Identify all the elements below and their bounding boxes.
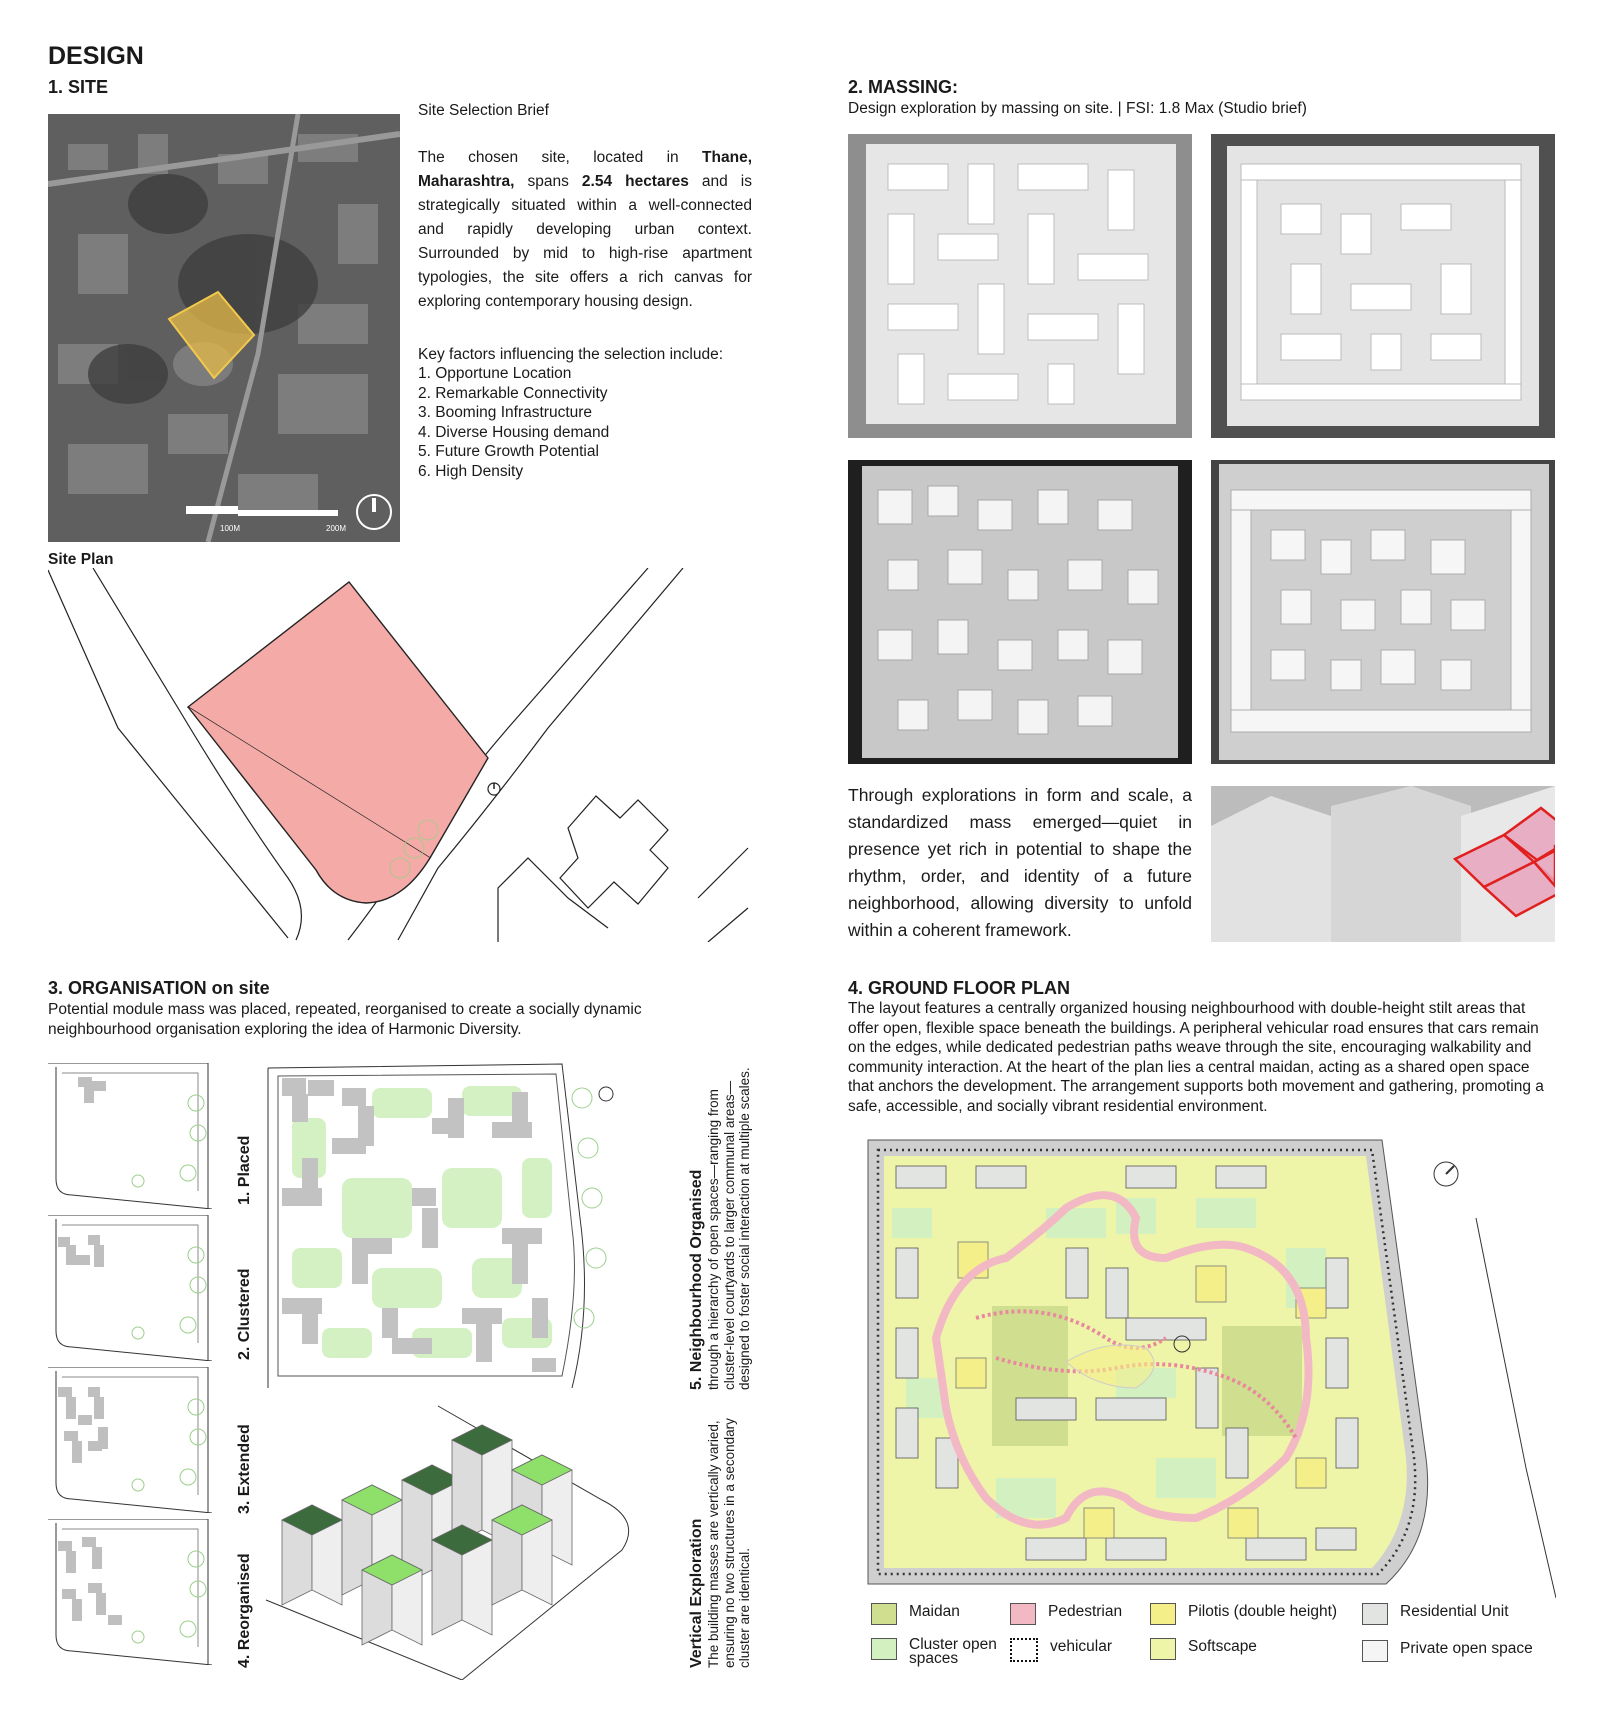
ground-floor-plan-drawing: [866, 1138, 1556, 1598]
step-label-extended: 3. Extended: [236, 1424, 253, 1514]
step-label-clustered: 2. Clustered: [236, 1268, 253, 1360]
massing-subtitle: Design exploration by massing on site. | FSI: 1.8 Max (Studio brief): [848, 100, 1307, 117]
vertical-exploration-text: The building masses are vertically varied, ensuring no two structures in a secondary cluster are identical.: [706, 1418, 752, 1668]
neighbourhood-title: 5. Neighbourhood Organised: [688, 1169, 705, 1390]
legend-item-pilotis: Pilotis (double height): [1150, 1603, 1337, 1625]
step-extended-diagram: [48, 1367, 218, 1513]
vertical-exploration-isometric: [262, 1400, 632, 1680]
step-placed-diagram: [48, 1063, 218, 1209]
north-arrow-icon: [599, 1087, 613, 1101]
list-item: 3. Booming Infrastructure: [418, 404, 593, 421]
vehicular-swatch-icon: [1010, 1638, 1038, 1662]
organisation-description: Potential module mass was placed, repeated, reorganised to create a socially dynamic neighbourhood organisation exploring the idea of Harmonic Diversity.: [48, 1001, 642, 1038]
neighbourhood-organised-block: [688, 1060, 753, 1390]
module-mass-photo: [1211, 786, 1555, 942]
massing-model-photo-4: [1211, 460, 1555, 764]
legend-swatch: [1150, 1603, 1176, 1625]
legend-swatch: [1362, 1603, 1388, 1625]
list-item: 1. Opportune Location: [418, 365, 572, 382]
page-title: DESIGN: [48, 42, 144, 70]
scale-bar: [186, 506, 238, 514]
legend-swatch: [871, 1603, 897, 1625]
step-reorganised-diagram: [48, 1519, 218, 1665]
legend-item-private: Private open space: [1362, 1640, 1533, 1662]
massing-model-photo-1: [848, 134, 1192, 438]
factors-intro: Key factors influencing the selection include:: [418, 346, 724, 363]
neighbourhood-plan-diagram: [262, 1058, 632, 1388]
site-aerial-photo: [48, 114, 400, 542]
ground-floor-description: The layout features a centrally organized housing neighbourhood with double-height stilt areas that offer open, flexible space beneath the buildings. A peripheral vehicular road ensures that cars remain on the edges, while dedicated pedestrian paths weave through the site, encouraging walkability and community interaction. At the heart of the plan lies a central maidan, acting as a shared open space that anchors the development. The arrangement supports both movement and gathering, promoting a safe, accessible, and socially vibrant residential environment.: [848, 1000, 1544, 1115]
ground-floor-heading: 4. GROUND FLOOR PLAN: [848, 978, 1071, 998]
factors-list: [418, 364, 609, 481]
list-item: 5. Future Growth Potential: [418, 443, 599, 460]
legend-swatch: [1362, 1640, 1388, 1662]
site-heading: 1. SITE: [48, 77, 109, 97]
site-plan-label: Site Plan: [48, 551, 114, 568]
legend-item-cluster: Cluster open spaces: [871, 1638, 1009, 1666]
legend-swatch: [1010, 1603, 1036, 1625]
site-brief-title: Site Selection Brief: [418, 102, 549, 119]
legend-item-maidan: Maidan: [871, 1603, 960, 1625]
legend-swatch: [1150, 1638, 1176, 1660]
step-label-placed: 1. Placed: [236, 1135, 253, 1205]
list-item: 6. High Density: [418, 462, 524, 480]
scale-label-200: 200M: [326, 524, 347, 533]
massing-model-photo-3: [848, 460, 1192, 764]
massing-heading: 2. MASSING:: [848, 77, 959, 97]
list-item: 4. Diverse Housing demand: [418, 423, 610, 441]
legend-item-pedestrian: Pedestrian: [1010, 1603, 1122, 1625]
legend-item-softscape: Softscape: [1150, 1638, 1257, 1660]
organisation-heading: 3. ORGANISATION on site: [48, 978, 270, 998]
neighbourhood-text: through a hierarchy of open spaces—ranging from cluster-level courtyards to larger communal areas—designed to foster social interaction at multiple scales.: [706, 1067, 752, 1390]
legend-swatch: [871, 1638, 897, 1660]
legend-item-vehicular: vehicular: [1010, 1638, 1112, 1662]
step-label-reorganised: 4. Reorganised: [236, 1553, 253, 1668]
vertical-exploration-block: [688, 1416, 753, 1668]
list-item: 2. Remarkable Connectivity: [418, 384, 608, 402]
massing-model-photo-2: [1211, 134, 1555, 438]
site-description: The chosen site, located in Thane, Maharashtra, spans 2.54 hectares and is strategically situated within a well-connected and rapidly developing urban context. Surrounded by mid to high-rise apartment typologies, the site offers a rich canvas for exploring contemporary housing design.: [418, 149, 752, 310]
scale-label-100: 100M: [220, 524, 241, 533]
massing-description: Through explorations in form and scale, a standardized mass emerged—quiet in presence yet rich in potential to shape the rhythm, order, and identity of a future neighborhood, allowing diversity to unfold within a coherent framework.: [848, 785, 1192, 940]
site-plan-drawing: [48, 568, 758, 942]
vertical-exploration-title: Vertical Exploration: [688, 1518, 705, 1668]
step-clustered-diagram: [48, 1215, 218, 1361]
legend-item-residential: Residential Unit: [1362, 1603, 1509, 1625]
